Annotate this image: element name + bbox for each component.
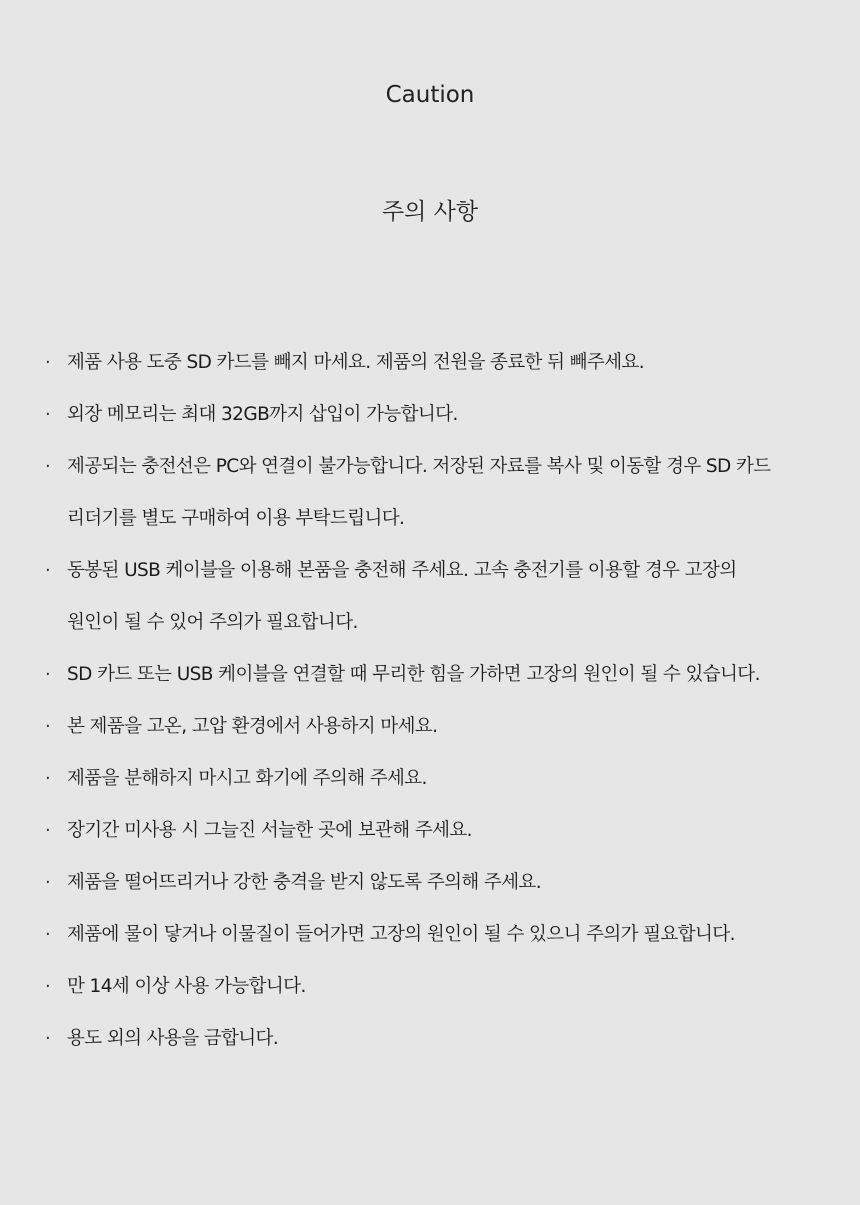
caution-item-storage: [40, 805, 830, 857]
caution-item-text: 장기간 미사용 시 그늘진 서늘한 곳에 보관해 주세요.: [67, 820, 472, 841]
caution-item-usb-charging: [40, 545, 830, 649]
caution-item-text: 용도 외의 사용을 금합니다.: [67, 1028, 279, 1049]
bullet-dot-icon: ·: [45, 976, 51, 997]
bullet-dot-icon: ·: [45, 404, 51, 425]
caution-item-intended-use: [40, 1013, 830, 1065]
caution-item-text: 본 제품을 고온, 고압 환경에서 사용하지 마세요.: [67, 716, 438, 737]
caution-item-water-debris: [40, 909, 830, 961]
bullet-dot-icon: ·: [45, 1028, 51, 1049]
caution-item-memory-limit: [40, 389, 830, 441]
bullet-dot-icon: ·: [45, 872, 51, 893]
page-title-english: Caution: [385, 82, 475, 108]
caution-item-text: 제품을 떨어뜨리거나 강한 충격을 받지 않도록 주의해 주세요.: [67, 872, 542, 893]
caution-item-text: 제공되는 충전선은 PC와 연결이 불가능합니다. 저장된 자료를 복사 및 이동할 경우 SD 카드 리더기를 별도 구매하여 이용 부탁드립니다.: [67, 456, 771, 529]
caution-item-heat-pressure: [40, 701, 830, 753]
caution-item-text: 만 14세 이상 사용 가능합니다.: [67, 976, 306, 997]
caution-item-text: SD 카드 또는 USB 케이블을 연결할 때 무리한 힘을 가하면 고장의 원인이 될 수 있습니다.: [67, 664, 760, 685]
bullet-dot-icon: ·: [45, 664, 51, 685]
bullet-dot-icon: ·: [45, 768, 51, 789]
bullet-dot-icon: ·: [45, 352, 51, 373]
bullet-dot-icon: ·: [45, 820, 51, 841]
caution-item-charging-cable: [40, 441, 830, 545]
bullet-dot-icon: ·: [45, 456, 51, 477]
caution-item-disassembly-fire: [40, 753, 830, 805]
page-title-korean: 주의 사항: [381, 199, 479, 225]
caution-item-text: 동봉된 USB 케이블을 이용해 본품을 충전해 주세요. 고속 충전기를 이용할 경우 고장의 원인이 될 수 있어 주의가 필요합니다.: [67, 560, 737, 633]
caution-item-sd-card-removal: [40, 337, 830, 389]
caution-item-text: 제품 사용 도중 SD 카드를 빼지 마세요. 제품의 전원을 종료한 뒤 빼주세요.: [67, 352, 645, 373]
caution-item-text: 제품을 분해하지 마시고 화기에 주의해 주세요.: [67, 768, 427, 789]
caution-item-excessive-force: [40, 649, 830, 701]
caution-item-age-limit: [40, 961, 830, 1013]
bullet-dot-icon: ·: [45, 924, 51, 945]
bullet-dot-icon: ·: [45, 560, 51, 581]
caution-item-text: 외장 메모리는 최대 32GB까지 삽입이 가능합니다.: [67, 404, 458, 425]
bullet-dot-icon: ·: [45, 716, 51, 737]
caution-list: [40, 337, 830, 1065]
caution-item-drop-impact: [40, 857, 830, 909]
caution-item-text: 제품에 물이 닿거나 이물질이 들어가면 고장의 원인이 될 수 있으니 주의가 필요합니다.: [67, 924, 735, 945]
